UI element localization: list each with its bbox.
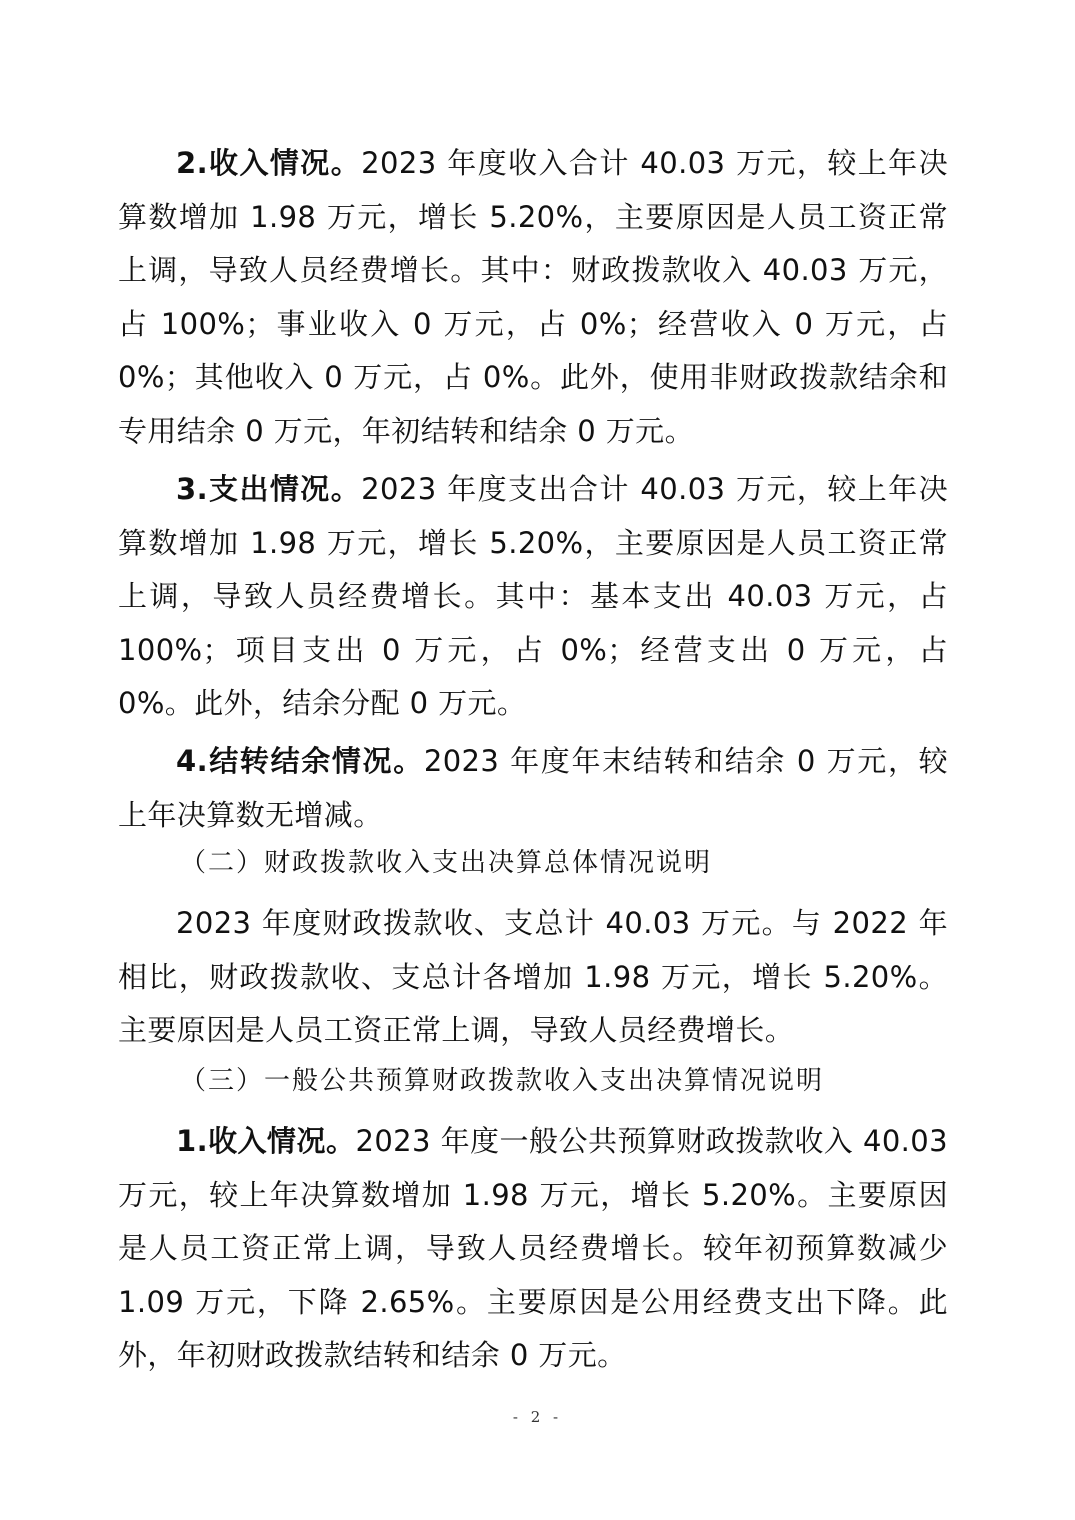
- paragraph-expense-label: 3.支出情况。: [176, 472, 362, 506]
- paragraph-expense-text: 2023 年度支出合计 40.03 万元，较上年决算数增加 1.98 万元，增长 5.20%，主要原因是人员工资正常上调，导致人员经费增长。其中：基本支出 40.03 万元，占 100%；项目支出 0 万元，占 0%；经营支出 0 万元，占 0%。此外，结余分配 0 万元。: [118, 472, 949, 721]
- paragraph-income-label: 2.收入情况。: [176, 146, 362, 180]
- section-heading-fiscal-total: （二）财政拨款收入支出决算总体情况说明: [180, 848, 713, 878]
- paragraph-fiscal-total-text: 2023 年度财政拨款收、支总计 40.03 万元。与 2022 年相比，财政拨款收、支总计各增加 1.98 万元，增长 5.20%。主要原因是人员工资正常上调，导致人员经费增长。: [118, 906, 948, 1048]
- page-number: - 2 -: [512, 1408, 563, 1426]
- paragraph-income-text: 2023 年度收入合计 40.03 万元，较上年决算数增加 1.98 万元，增长 5.20%，主要原因是人员工资正常上调，导致人员经费增长。其中：财政拨款收入 40.03 万元，占 100%；事业收入 0 万元，占 0%；经营收入 0 万元，占 0%；其他收入 0 万元，占 0%。此外，使用非财政拨款结余和专用结余 0 万元，年初结转和结余 0 万元。: [118, 146, 949, 448]
- paragraph-income: [118, 137, 948, 459]
- section-heading-general-budget: （三）一般公共预算财政拨款收入支出决算情况说明: [180, 1066, 825, 1096]
- paragraph-gpb-income: [118, 1115, 948, 1383]
- paragraph-expense: [118, 463, 948, 731]
- paragraph-fiscal-total: [118, 897, 948, 1058]
- paragraph-gpb-income-text: 2023 年度一般公共预算财政拨款收入 40.03 万元，较上年决算数增加 1.98 万元，增长 5.20%。主要原因是人员工资正常上调，导致人员经费增长。较年初预算数减少 1.09 万元，下降 2.65%。主要原因是公用经费支出下降。此外，年初财政拨款结转和结余 0 万元。: [118, 1124, 948, 1373]
- paragraph-carryover: [118, 735, 948, 842]
- paragraph-gpb-income-label: 1.收入情况。: [176, 1124, 356, 1158]
- paragraph-carryover-text: 2023 年度年末结转和结余 0 万元，较上年决算数无增减。: [118, 744, 949, 832]
- paragraph-carryover-label: 4.结转结余情况。: [176, 744, 424, 778]
